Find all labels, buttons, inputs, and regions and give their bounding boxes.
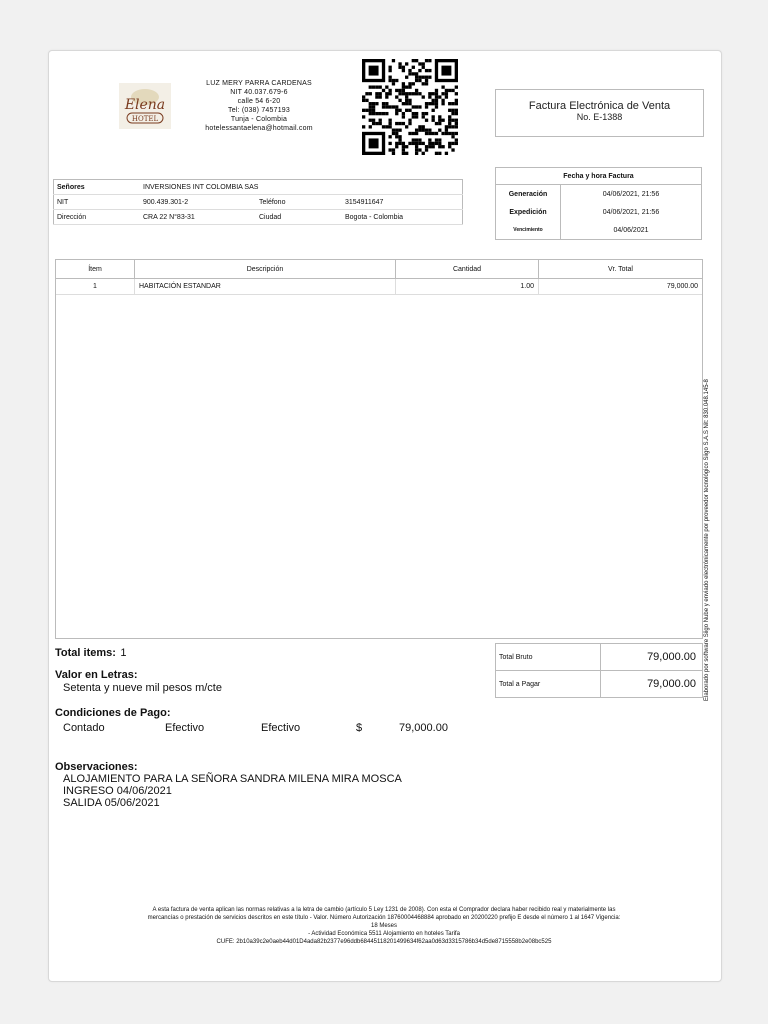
row-cantidad: 1.00 xyxy=(396,279,539,295)
company-name: LUZ MERY PARRA CARDENAS xyxy=(206,80,312,87)
company-address: calle 54 6-20 xyxy=(237,98,281,105)
invoice-title-box xyxy=(495,89,704,137)
invoice-title: Factura Electrónica de Venta xyxy=(528,100,671,112)
total-items-label: Total items: xyxy=(55,647,116,659)
total-bruto-value: 79,000.00 xyxy=(601,644,703,671)
ciudad-label: Ciudad xyxy=(256,210,342,225)
cond-2: Efectivo xyxy=(165,722,205,734)
cond-currency: $ xyxy=(356,722,363,734)
row-descripcion: HABITACIÓN ESTANDAR xyxy=(135,279,396,295)
nit-value: 900.439.301-2 xyxy=(140,195,256,210)
client-info-table xyxy=(53,179,463,225)
senores-label: Señores xyxy=(54,180,141,195)
totals-table xyxy=(495,643,703,698)
vencimiento-value: 04/06/2021 xyxy=(613,226,649,234)
cond-3: Efectivo xyxy=(261,722,301,734)
senores-value: INVERSIONES INT COLOMBIA SAS xyxy=(140,180,463,195)
valor-letras-value: Setenta y nueve mil pesos m/cte xyxy=(63,682,222,694)
total-bruto-label: Total Bruto xyxy=(496,644,601,671)
col-total: Vr. Total xyxy=(539,260,703,279)
table-row xyxy=(56,279,702,295)
svg-text:HOTEL: HOTEL xyxy=(131,115,159,123)
telefono-label: Teléfono xyxy=(256,195,342,210)
invoice-number: No. E-1388 xyxy=(576,112,623,122)
cond-amount: 79,000.00 xyxy=(399,722,448,734)
nit-label: NIT xyxy=(54,195,141,210)
date-table xyxy=(495,167,702,240)
ciudad-value: Bogota - Colombia xyxy=(342,210,463,225)
company-city: Tunja - Colombia xyxy=(230,116,288,123)
software-vertical-text: Elaborado por software Siigo Nube y enviado electrónicamente por proveedor tecnológico Siigo S.A.S Nit: 830.048.145-8 xyxy=(704,379,710,701)
items-table-container xyxy=(55,259,703,639)
observaciones-label: Observaciones: xyxy=(55,761,138,773)
date-header: Fecha y hora Factura xyxy=(496,168,702,185)
obs-line-2: INGRESO 04/06/2021 xyxy=(63,785,172,797)
generacion-label: Generación xyxy=(496,185,561,204)
row-item: 1 xyxy=(56,279,135,295)
total-items xyxy=(55,643,127,661)
col-descripcion: Descripción xyxy=(135,260,396,279)
expedicion-value: 04/06/2021, 21:56 xyxy=(602,208,660,216)
legal-line-4: - Actividad Económica 5511 Alojamiento en hoteles Tarifa xyxy=(308,931,460,937)
obs-line-3: SALIDA 05/06/2021 xyxy=(63,797,160,809)
col-cantidad: Cantidad xyxy=(396,260,539,279)
legal-line-3: 18 Meses xyxy=(370,923,397,929)
invoice-page xyxy=(48,50,722,982)
cond-1: Contado xyxy=(63,722,105,734)
telefono-value: 3154911647 xyxy=(342,195,463,210)
row-total: 79,000.00 xyxy=(539,279,703,295)
direccion-label: Dirección xyxy=(54,210,141,225)
vencimiento-label: Vencimiento xyxy=(496,221,561,240)
legal-text xyxy=(79,906,689,946)
cufe-code: CUFE: 2b10a39c2e0aeb44d01D4ada82b2377e96ddb68445118201499634f62aa0d63d3315786b34d5de8715558b2e08bc525 xyxy=(216,939,552,945)
items-table xyxy=(56,260,702,295)
legal-line-2: mercancías o prestación de servicios descritos en este título - Valor. Número Autorización 18760004468884 aprobado en 20200220 prefijo E desde el número 1 al 1647 Vigencia: xyxy=(147,915,621,921)
qr-code xyxy=(362,59,458,155)
legal-line-1: A esta factura de venta aplican las normas relativas a la letra de cambio (artículo 5 Ley 1231 de 2008). Con esta el Comprador declara haber recibido real y materialmente las xyxy=(152,907,616,913)
company-phone: Tel: (038) 7457193 xyxy=(228,107,290,114)
svg-text:Elena: Elena xyxy=(124,97,166,113)
generacion-value: 04/06/2021, 21:56 xyxy=(602,190,660,198)
total-pagar-label: Total a Pagar xyxy=(496,671,601,698)
expedicion-label: Expedición xyxy=(496,203,561,221)
obs-line-1: ALOJAMIENTO PARA LA SEÑORA SANDRA MILENA MIRA MOSCA xyxy=(63,773,402,785)
hotel-logo xyxy=(119,83,171,129)
valor-letras-label: Valor en Letras: xyxy=(55,669,138,681)
col-item: Ítem xyxy=(56,260,135,279)
company-nit: NIT 40.037.679-6 xyxy=(230,89,288,96)
observaciones-text xyxy=(63,773,402,809)
direccion-value: CRA 22 N°83-31 xyxy=(140,210,256,225)
company-info xyxy=(189,79,329,133)
condiciones-label: Condiciones de Pago: xyxy=(55,707,171,719)
company-email: hotelessantaelena@hotmail.com xyxy=(205,125,313,132)
total-pagar-value: 79,000.00 xyxy=(601,671,703,698)
total-items-value: 1 xyxy=(120,647,127,659)
